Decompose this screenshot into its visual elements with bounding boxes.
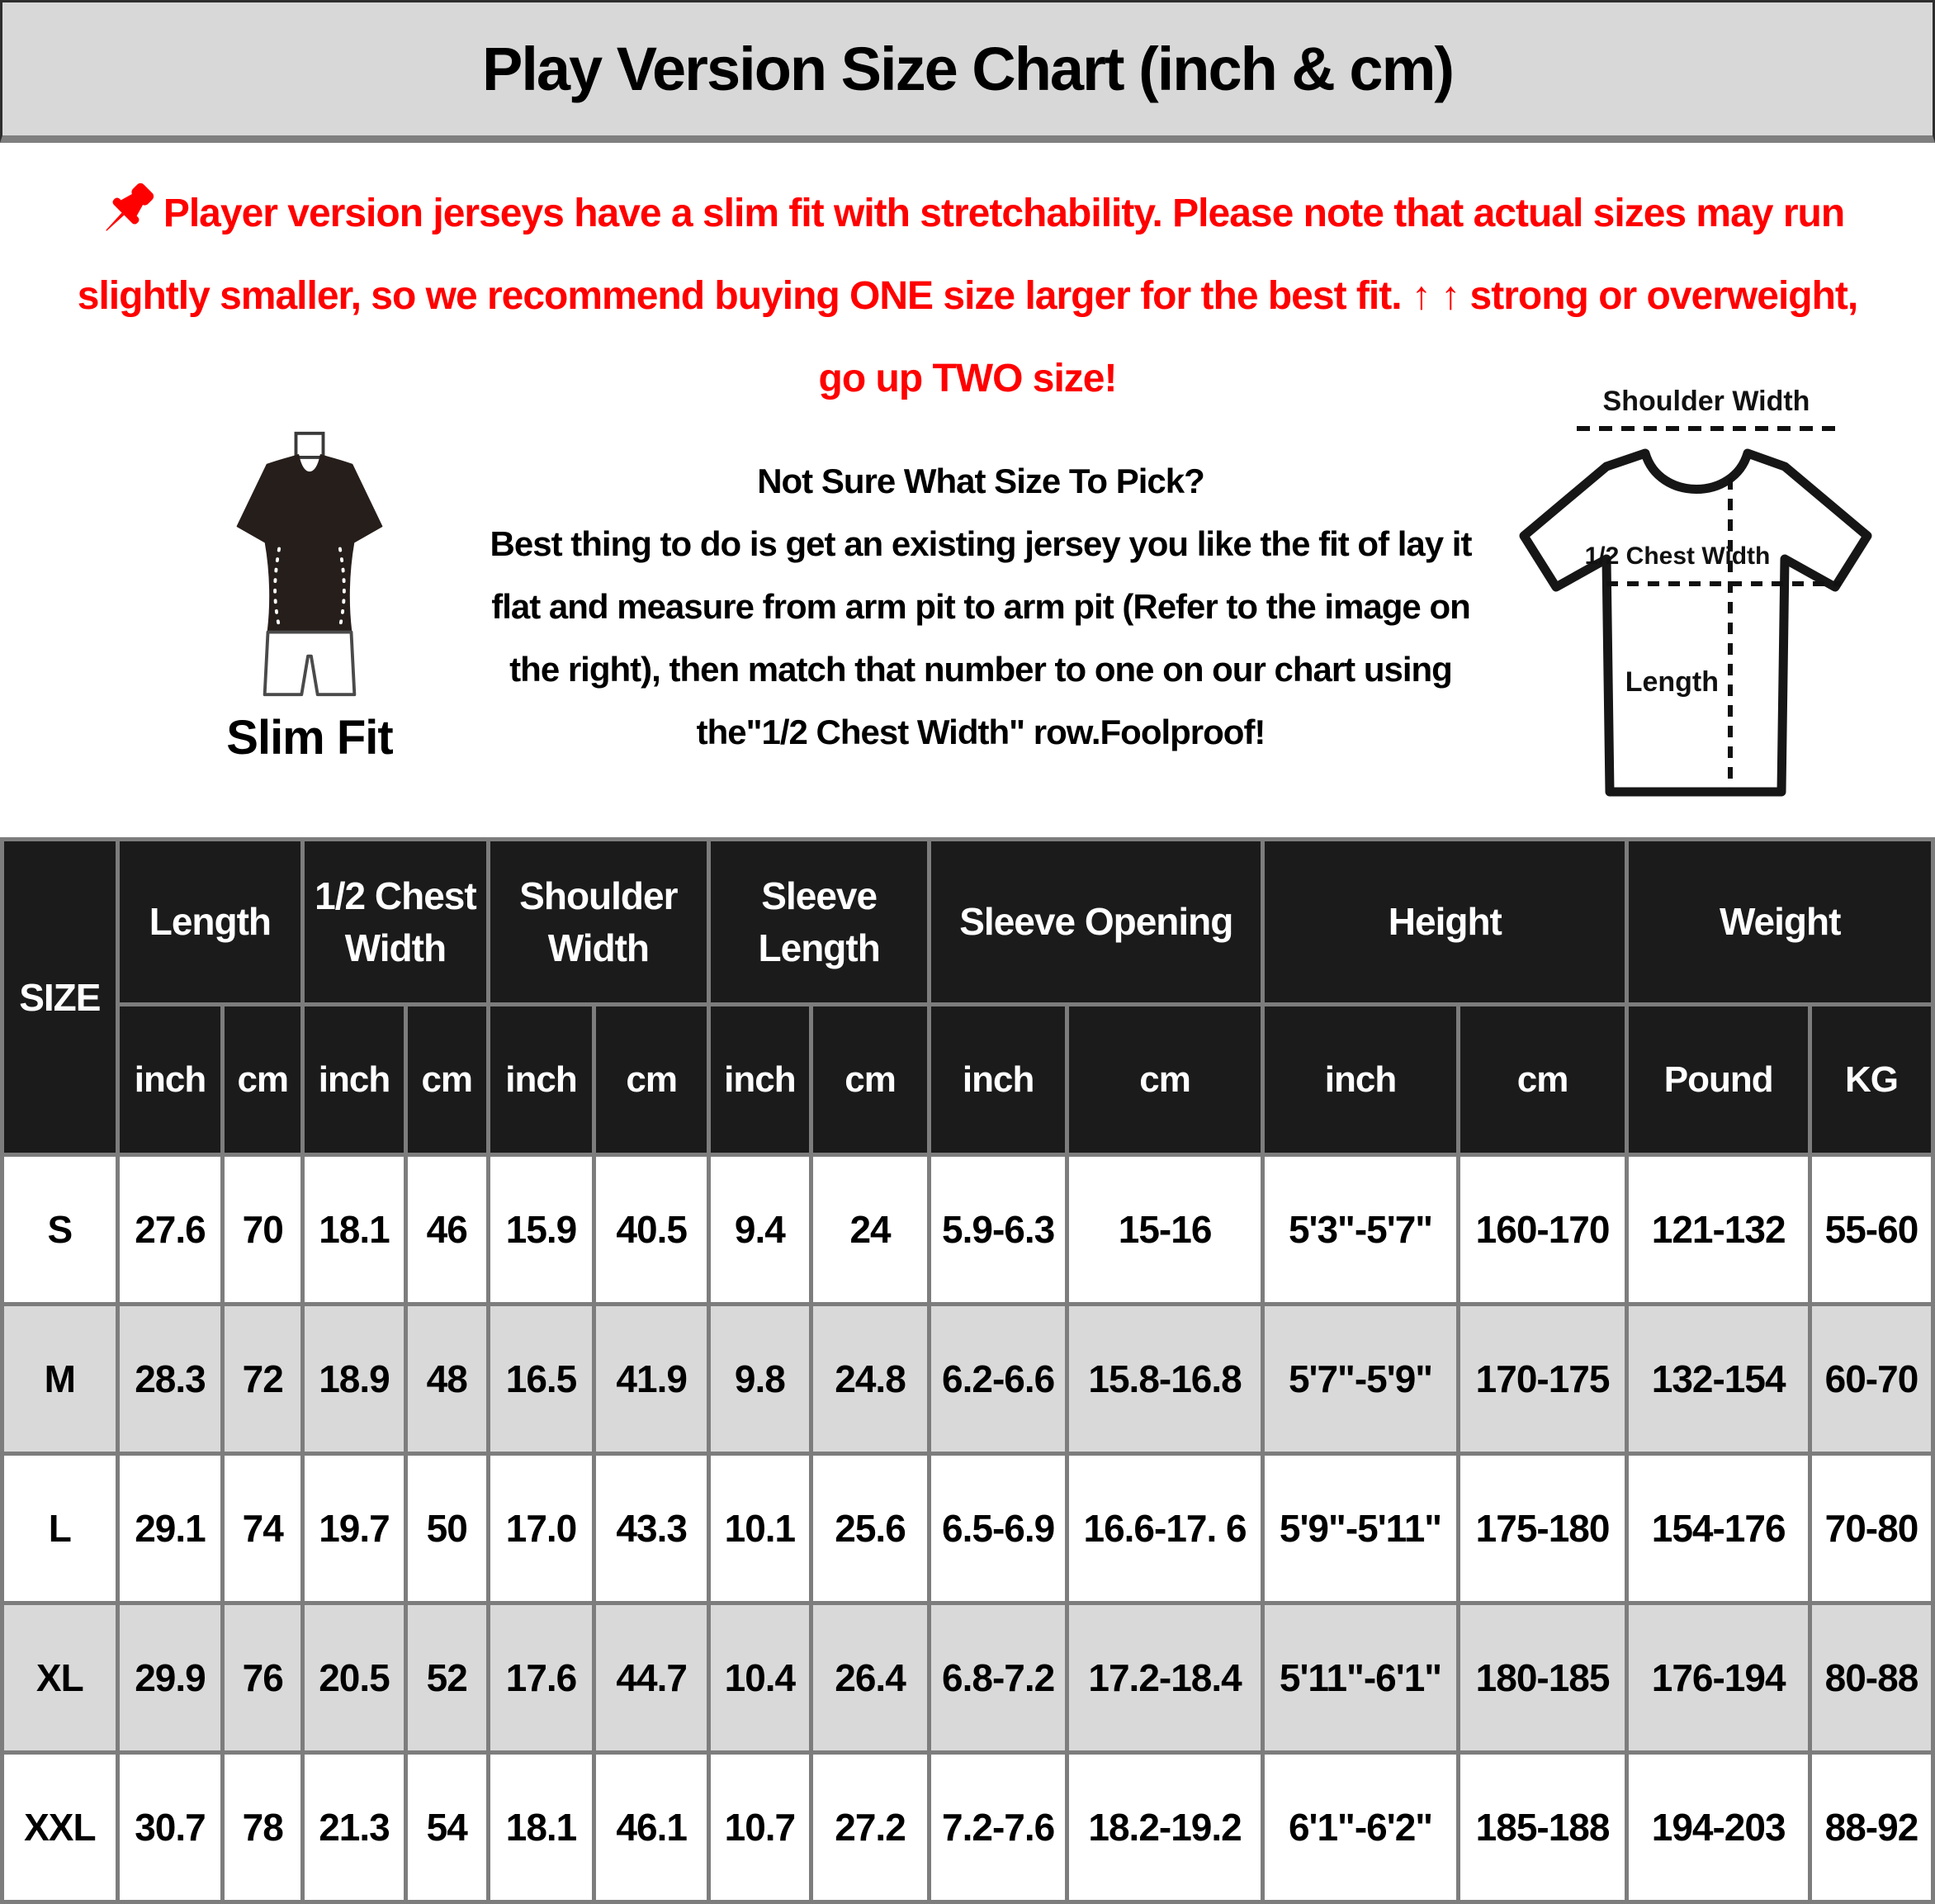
size-cell: M <box>2 1305 118 1454</box>
size-cell: XL <box>2 1603 118 1753</box>
table-cell: 10.1 <box>709 1454 811 1603</box>
guide-heading: Not Sure What Size To Pick? <box>757 462 1204 500</box>
table-cell: 154-176 <box>1627 1454 1810 1603</box>
header-weight: Weight <box>1627 840 1933 1005</box>
table-cell: 18.1 <box>303 1155 406 1305</box>
table-cell: 46 <box>405 1155 488 1305</box>
unit-header: inch <box>1263 1005 1458 1155</box>
size-chart-table <box>0 837 1935 1904</box>
table-cell: 43.3 <box>594 1454 709 1603</box>
unit-header: cm <box>811 1005 930 1155</box>
table-cell: 20.5 <box>303 1603 406 1753</box>
table-cell: 160-170 <box>1458 1155 1627 1305</box>
unit-header: inch <box>117 1005 223 1155</box>
table-row-xxl <box>2 1753 1933 1902</box>
size-column-header: SIZE <box>2 840 118 1155</box>
page-title: Play Version Size Chart (inch & cm) <box>481 35 1454 103</box>
unit-header: inch <box>488 1005 594 1155</box>
header-group-row <box>2 840 1933 1005</box>
table-cell: 10.4 <box>709 1603 811 1753</box>
unit-header: cm <box>1458 1005 1627 1155</box>
table-cell: 70 <box>223 1155 303 1305</box>
table-cell: 132-154 <box>1627 1305 1810 1454</box>
unit-header: inch <box>709 1005 811 1155</box>
table-cell: 16.6-17. 6 <box>1067 1454 1262 1603</box>
unit-header: cm <box>1067 1005 1262 1155</box>
table-cell: 27.6 <box>117 1155 223 1305</box>
table-row-m <box>2 1305 1933 1454</box>
table-cell: 55-60 <box>1810 1155 1933 1305</box>
table-cell: 5'11"-6'1" <box>1263 1603 1458 1753</box>
guide-line: the right), then match that number to one on our chart using <box>509 650 1452 689</box>
table-cell: 175-180 <box>1458 1454 1627 1603</box>
table-cell: 48 <box>405 1305 488 1454</box>
fit-notice <box>0 173 1935 420</box>
table-cell: 10.7 <box>709 1753 811 1902</box>
guide-line: Best thing to do is get an existing jersey you like the fit of lay it <box>490 524 1472 563</box>
tshirt-diagram-icon <box>1494 386 1923 815</box>
unit-header: inch <box>930 1005 1067 1155</box>
table-row-l <box>2 1454 1933 1603</box>
notice-line-1 <box>12 173 1923 255</box>
unit-header: Pound <box>1627 1005 1810 1155</box>
table-cell: 5.9-6.3 <box>930 1155 1067 1305</box>
diagram-shoulder-label: Shoulder Width <box>1602 386 1810 417</box>
size-cell: XXL <box>2 1753 118 1902</box>
table-cell: 16.5 <box>488 1305 594 1454</box>
table-cell: 185-188 <box>1458 1753 1627 1902</box>
table-cell: 72 <box>223 1305 303 1454</box>
table-cell: 50 <box>405 1454 488 1603</box>
header-height: Height <box>1263 840 1627 1005</box>
unit-header: cm <box>594 1005 709 1155</box>
table-cell: 180-185 <box>1458 1603 1627 1753</box>
header-sleeve-opening: Sleeve Opening <box>930 840 1263 1005</box>
table-cell: 18.1 <box>488 1753 594 1902</box>
slim-fit-label: Slim Fit <box>226 711 393 765</box>
table-cell: 9.4 <box>709 1155 811 1305</box>
table-cell: 6'1"-6'2" <box>1263 1753 1458 1902</box>
table-cell: 17.0 <box>488 1454 594 1603</box>
guide-line: flat and measure from arm pit to arm pit (Refer to the image on <box>491 587 1470 626</box>
table-cell: 9.8 <box>709 1305 811 1454</box>
middle-section <box>0 386 1935 819</box>
table-cell: 70-80 <box>1810 1454 1933 1603</box>
size-cell: S <box>2 1155 118 1305</box>
slim-fit-block <box>165 429 454 819</box>
header-sleeve-length: Sleeve Length <box>709 840 930 1005</box>
size-cell: L <box>2 1454 118 1603</box>
unit-header: KG <box>1810 1005 1933 1155</box>
table-cell: 52 <box>405 1603 488 1753</box>
notice-text-1: Player version jerseys have a slim fit with stretchability. Please note that actual sizes may run <box>163 192 1845 235</box>
table-cell: 28.3 <box>117 1305 223 1454</box>
table-cell: 7.2-7.6 <box>930 1753 1067 1902</box>
notice-line-3: go up TWO size! <box>818 357 1117 400</box>
table-cell: 27.2 <box>811 1753 930 1902</box>
table-cell: 18.9 <box>303 1305 406 1454</box>
table-cell: 40.5 <box>594 1155 709 1305</box>
measurement-diagram <box>1494 386 1923 819</box>
guide-line: the"1/2 Chest Width" row.Foolproof! <box>696 713 1266 751</box>
table-cell: 24 <box>811 1155 930 1305</box>
table-cell: 15.9 <box>488 1155 594 1305</box>
table-row-xl <box>2 1603 1933 1753</box>
table-cell: 6.8-7.2 <box>930 1603 1067 1753</box>
sizing-guide-text <box>454 429 1494 819</box>
table-cell: 176-194 <box>1627 1603 1810 1753</box>
header-half-chest-width: 1/2 Chest Width <box>303 840 489 1005</box>
table-cell: 194-203 <box>1627 1753 1810 1902</box>
table-cell: 15.8-16.8 <box>1067 1305 1262 1454</box>
table-cell: 18.2-19.2 <box>1067 1753 1262 1902</box>
table-cell: 80-88 <box>1810 1603 1933 1753</box>
table-cell: 17.2-18.4 <box>1067 1603 1262 1753</box>
table-cell: 74 <box>223 1454 303 1603</box>
table-cell: 17.6 <box>488 1603 594 1753</box>
table-cell: 29.9 <box>117 1603 223 1753</box>
table-cell: 15-16 <box>1067 1155 1262 1305</box>
diagram-length-label: Length <box>1625 666 1719 698</box>
header-length: Length <box>117 840 303 1005</box>
table-cell: 5'7"-5'9" <box>1263 1305 1458 1454</box>
table-cell: 6.5-6.9 <box>930 1454 1067 1603</box>
table-cell: 29.1 <box>117 1454 223 1603</box>
header-shoulder-width: Shoulder Width <box>488 840 708 1005</box>
table-cell: 5'3"-5'7" <box>1263 1155 1458 1305</box>
table-cell: 24.8 <box>811 1305 930 1454</box>
unit-header: inch <box>303 1005 406 1155</box>
table-cell: 60-70 <box>1810 1305 1933 1454</box>
table-cell: 6.2-6.6 <box>930 1305 1067 1454</box>
content-area <box>0 143 1935 837</box>
table-cell: 30.7 <box>117 1753 223 1902</box>
table-cell: 26.4 <box>811 1603 930 1753</box>
pushpin-icon <box>91 175 162 246</box>
title-bar <box>0 0 1935 143</box>
table-cell: 88-92 <box>1810 1753 1933 1902</box>
table-row-s <box>2 1155 1933 1305</box>
table-cell: 76 <box>223 1603 303 1753</box>
table-cell: 21.3 <box>303 1753 406 1902</box>
header-unit-row <box>2 1005 1933 1155</box>
unit-header: cm <box>405 1005 488 1155</box>
diagram-chest-label: 1/2 Chest Width <box>1584 542 1771 570</box>
table-cell: 170-175 <box>1458 1305 1627 1454</box>
slim-fit-icon <box>186 429 433 701</box>
table-cell: 78 <box>223 1753 303 1902</box>
table-cell: 5'9"-5'11" <box>1263 1454 1458 1603</box>
table-cell: 121-132 <box>1627 1155 1810 1305</box>
table-cell: 46.1 <box>594 1753 709 1902</box>
table-cell: 19.7 <box>303 1454 406 1603</box>
table-cell: 41.9 <box>594 1305 709 1454</box>
table-cell: 44.7 <box>594 1603 709 1753</box>
notice-line-2: slightly smaller, so we recommend buying ONE size larger for the best fit. ↑ ↑ strong or overweight, <box>77 274 1858 318</box>
table-cell: 54 <box>405 1753 488 1902</box>
unit-header: cm <box>223 1005 303 1155</box>
table-cell: 25.6 <box>811 1454 930 1603</box>
